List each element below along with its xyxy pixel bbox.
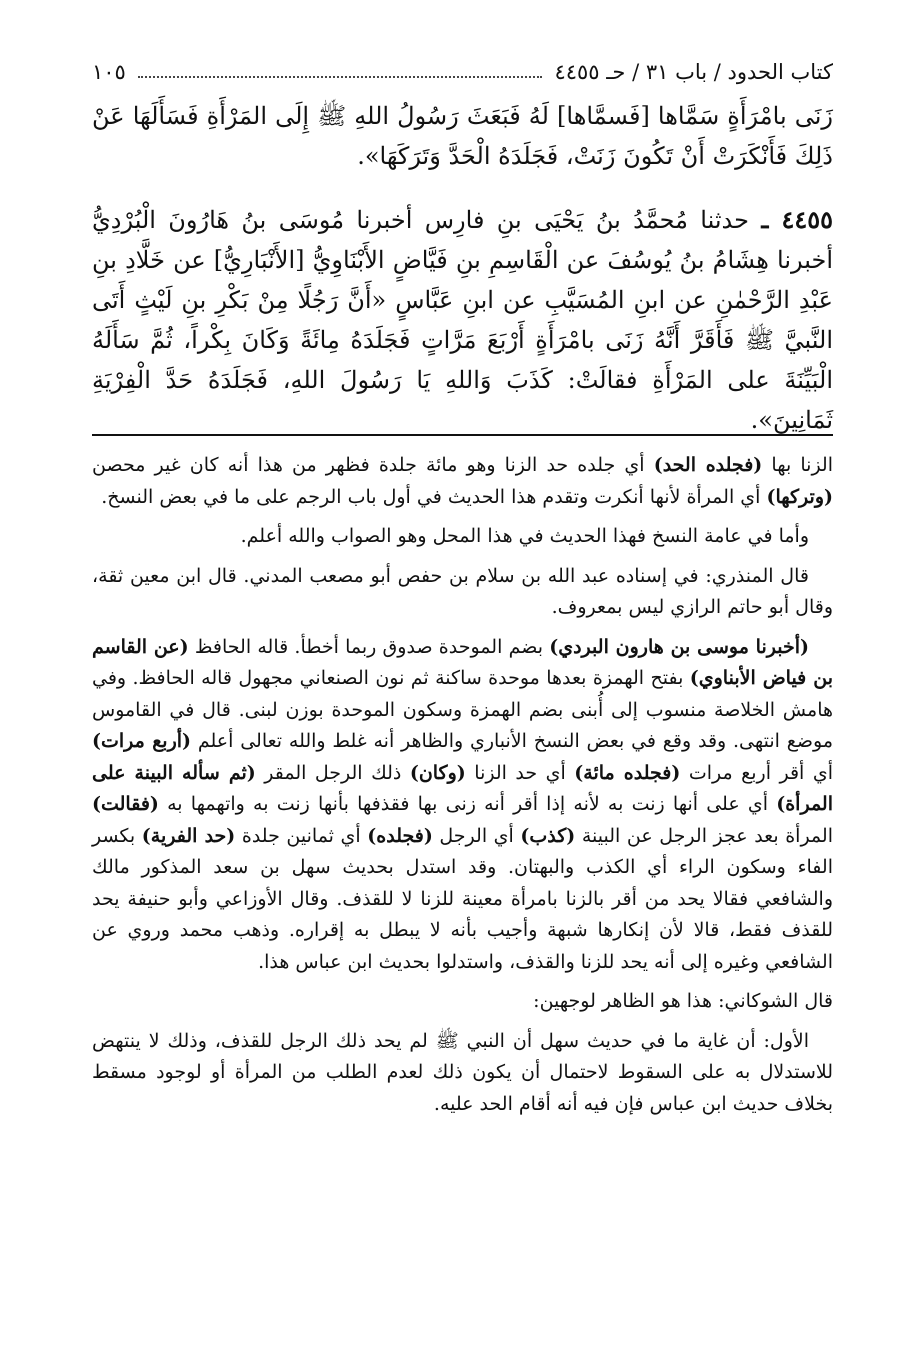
- running-header: [92, 52, 833, 92]
- hadith-number: ٤٤٥٥ ـ: [761, 205, 833, 234]
- commentary-paragraph-1: [92, 450, 833, 513]
- hadith-body: حدثنا مُحمَّدُ بنُ يَحْيَى بنِ فارِس أخبرنا مُوسَى بنُ هَارُونَ الْبُرْدِيُّ أخبرنا هِشَامُ بنُ يُوسُفَ عن الْقَاسِمِ بنِ فَيَّاضٍ الأَبْنَاوِيُّ [الأَنْبَارِيُّ] عن خَلَّادِ بنِ عَبْدِ الرَّحْمٰنِ عن ابنِ المُسَيَّبِ عن ابنِ عَبَّاسٍ «أَنَّ رَجُلًا مِنْ بَكْرِ بنِ لَيْثٍ أَتَى النَّبيَّ ﷺ فَأَقَرَّ أَنَّهُ زَنَى بامْرَأَةٍ أَرْبَعَ مَرَّاتٍ فَجَلَدَهُ مِائَةً وَكَانَ بِكْراً، ثُمَّ سَأَلَهُ الْبَيِّنَةَ على المَرْأَةِ فقالَتْ: كَذَبَ وَاللهِ يَا رَسُولَ اللهِ، فَجَلَدَهُ حَدَّ الْفِرْيَةِ ثَمَانِينَ».: [92, 206, 833, 434]
- commentary-keyword: (وتركها): [766, 485, 833, 508]
- hadith-4455: [92, 200, 833, 440]
- commentary-text: أي حد الزنا: [465, 761, 575, 784]
- commentary-text: أي ثمانين جلدة: [235, 824, 368, 847]
- commentary-keyword: (عن القاسم بن فياض الأبناوي): [92, 635, 833, 689]
- commentary-keyword: (وكان): [409, 761, 466, 784]
- commentary-keyword: (كذب): [520, 824, 576, 847]
- commentary-keyword: (أخبرنا موسى بن هارون البردي): [549, 635, 809, 658]
- commentary-keyword: (ثم سأله البينة على المرأة): [92, 761, 833, 815]
- commentary-paragraph-2: وأما في عامة النسخ فهذا الحديث في هذا المحل وهو الصواب والله أعلم.: [240, 525, 809, 547]
- commentary-keyword: (فقالت): [92, 793, 159, 815]
- commentary-text: بضم الموحدة صدوق ربما أخطأ. قاله الحافظ: [188, 635, 550, 658]
- commentary-text: أي جلده حد الزنا وهو مائة جلدة فظهر من هذا أنه كان غير محصن: [92, 454, 654, 476]
- commentary-paragraph-5: قال الشوكاني: هذا هو الظاهر لوجهين:: [533, 990, 833, 1012]
- header-dot-leader: [138, 76, 543, 78]
- commentary-text: بفتح الهمزة بعدها موحدة ساكنة ثم نون الصنعاني مجهول قاله الحافظ. وفي هامش الخلاصة منسوب إلى أُبنى بضم الهمزة وسكون الموحدة بوزن لبنى. قال في القاموس موضع انتهى. وقد وقع في بعض النسخ الأنباري والظاهر أنه غلط والله تعالى أعلم: [92, 667, 833, 752]
- commentary-text: الزنا بها: [762, 454, 834, 476]
- commentary-text: المرأة بعد عجز الرجل عن البينة: [575, 824, 833, 847]
- commentary: [92, 450, 833, 1120]
- commentary-keyword: (فجلده الحد): [653, 454, 763, 476]
- commentary-text: أي على أنها زنت به لأنه إذا أقر أنه زنى بها فقذفها بأنها زنت به واتهمها به: [158, 793, 777, 815]
- commentary-text: أي المرأة لأنها أنكرت وتقدم هذا الحديث في أول باب الرجم على ما في بعض النسخ.: [101, 485, 767, 508]
- commentary-paragraph-3: قال المنذري: في إسناده عبد الله بن سلام بن حفص أبو مصعب المدني. قال ابن معين ثقة، وقال أبو حاتم الرازي ليس بمعروف.: [92, 564, 833, 618]
- header-title: كتاب الحدود / باب ٣١ / حـ ٤٤٥٥: [554, 60, 833, 84]
- commentary-text: بكسر الفاء وسكون الراء أي الكذب والبهتان. وقد استدل بحديث سهل بن سعد المذكور مالك والشافعي فقالا يحد من أقر بالزنا بامرأة معينة للزنا لا للقذف. وقال الأوزاعي وأبو حنيفة يحد للقذف فقط، قالا لأن إنكارها شبهة وأجيب بأنه لا يبطل به إقراره. وذهب محمد وروي عن الشافعي وغيره إلى أنه يحد للزنا والقذف، واستدلوا بحديث ابن عباس هذا.: [92, 824, 833, 973]
- commentary-paragraph-4: [92, 632, 833, 979]
- commentary-text: أي أقر أربع مرات: [680, 761, 833, 784]
- commentary-text: أي الرجل: [432, 824, 521, 847]
- page-number: ١٠٥: [92, 60, 126, 84]
- commentary-keyword: (فجلده مائة): [574, 761, 681, 784]
- commentary-keyword: (أربع مرات): [92, 730, 192, 752]
- commentary-keyword: (حد الفرية): [141, 824, 236, 847]
- commentary-paragraph-6: الأول: أن غاية ما في حديث سهل أن النبي ﷺ لم يحد ذلك الرجل للقذف، وذلك لا ينتهض للاستدلال به على السقوط لاحتمال أن يكون ذلك لعدم الطلب من المرأة أو لوجود مسقط بخلاف حديث ابن عباس فإن فيه أنه أقام الحد عليه.: [92, 1029, 833, 1115]
- hadith-text: [92, 96, 833, 440]
- commentary-keyword: (فجلده): [367, 824, 433, 847]
- hadith-continuation: زَنَى بامْرَأَةٍ سَمَّاها [فَسمَّاها] لَهُ فَبَعَثَ رَسُولُ اللهِ ﷺ إِلَى المَرْأَةِ فَسَأَلَهَا عَنْ ذَلِكَ فَأَنْكَرَتْ أَنْ تَكُونَ زَنَتْ، فَجَلَدَهُ الْحَدَّ وَتَرَكَهَا».: [92, 102, 833, 170]
- commentary-text: ذلك الرجل المقر: [255, 761, 410, 784]
- footnote-divider: [92, 434, 833, 436]
